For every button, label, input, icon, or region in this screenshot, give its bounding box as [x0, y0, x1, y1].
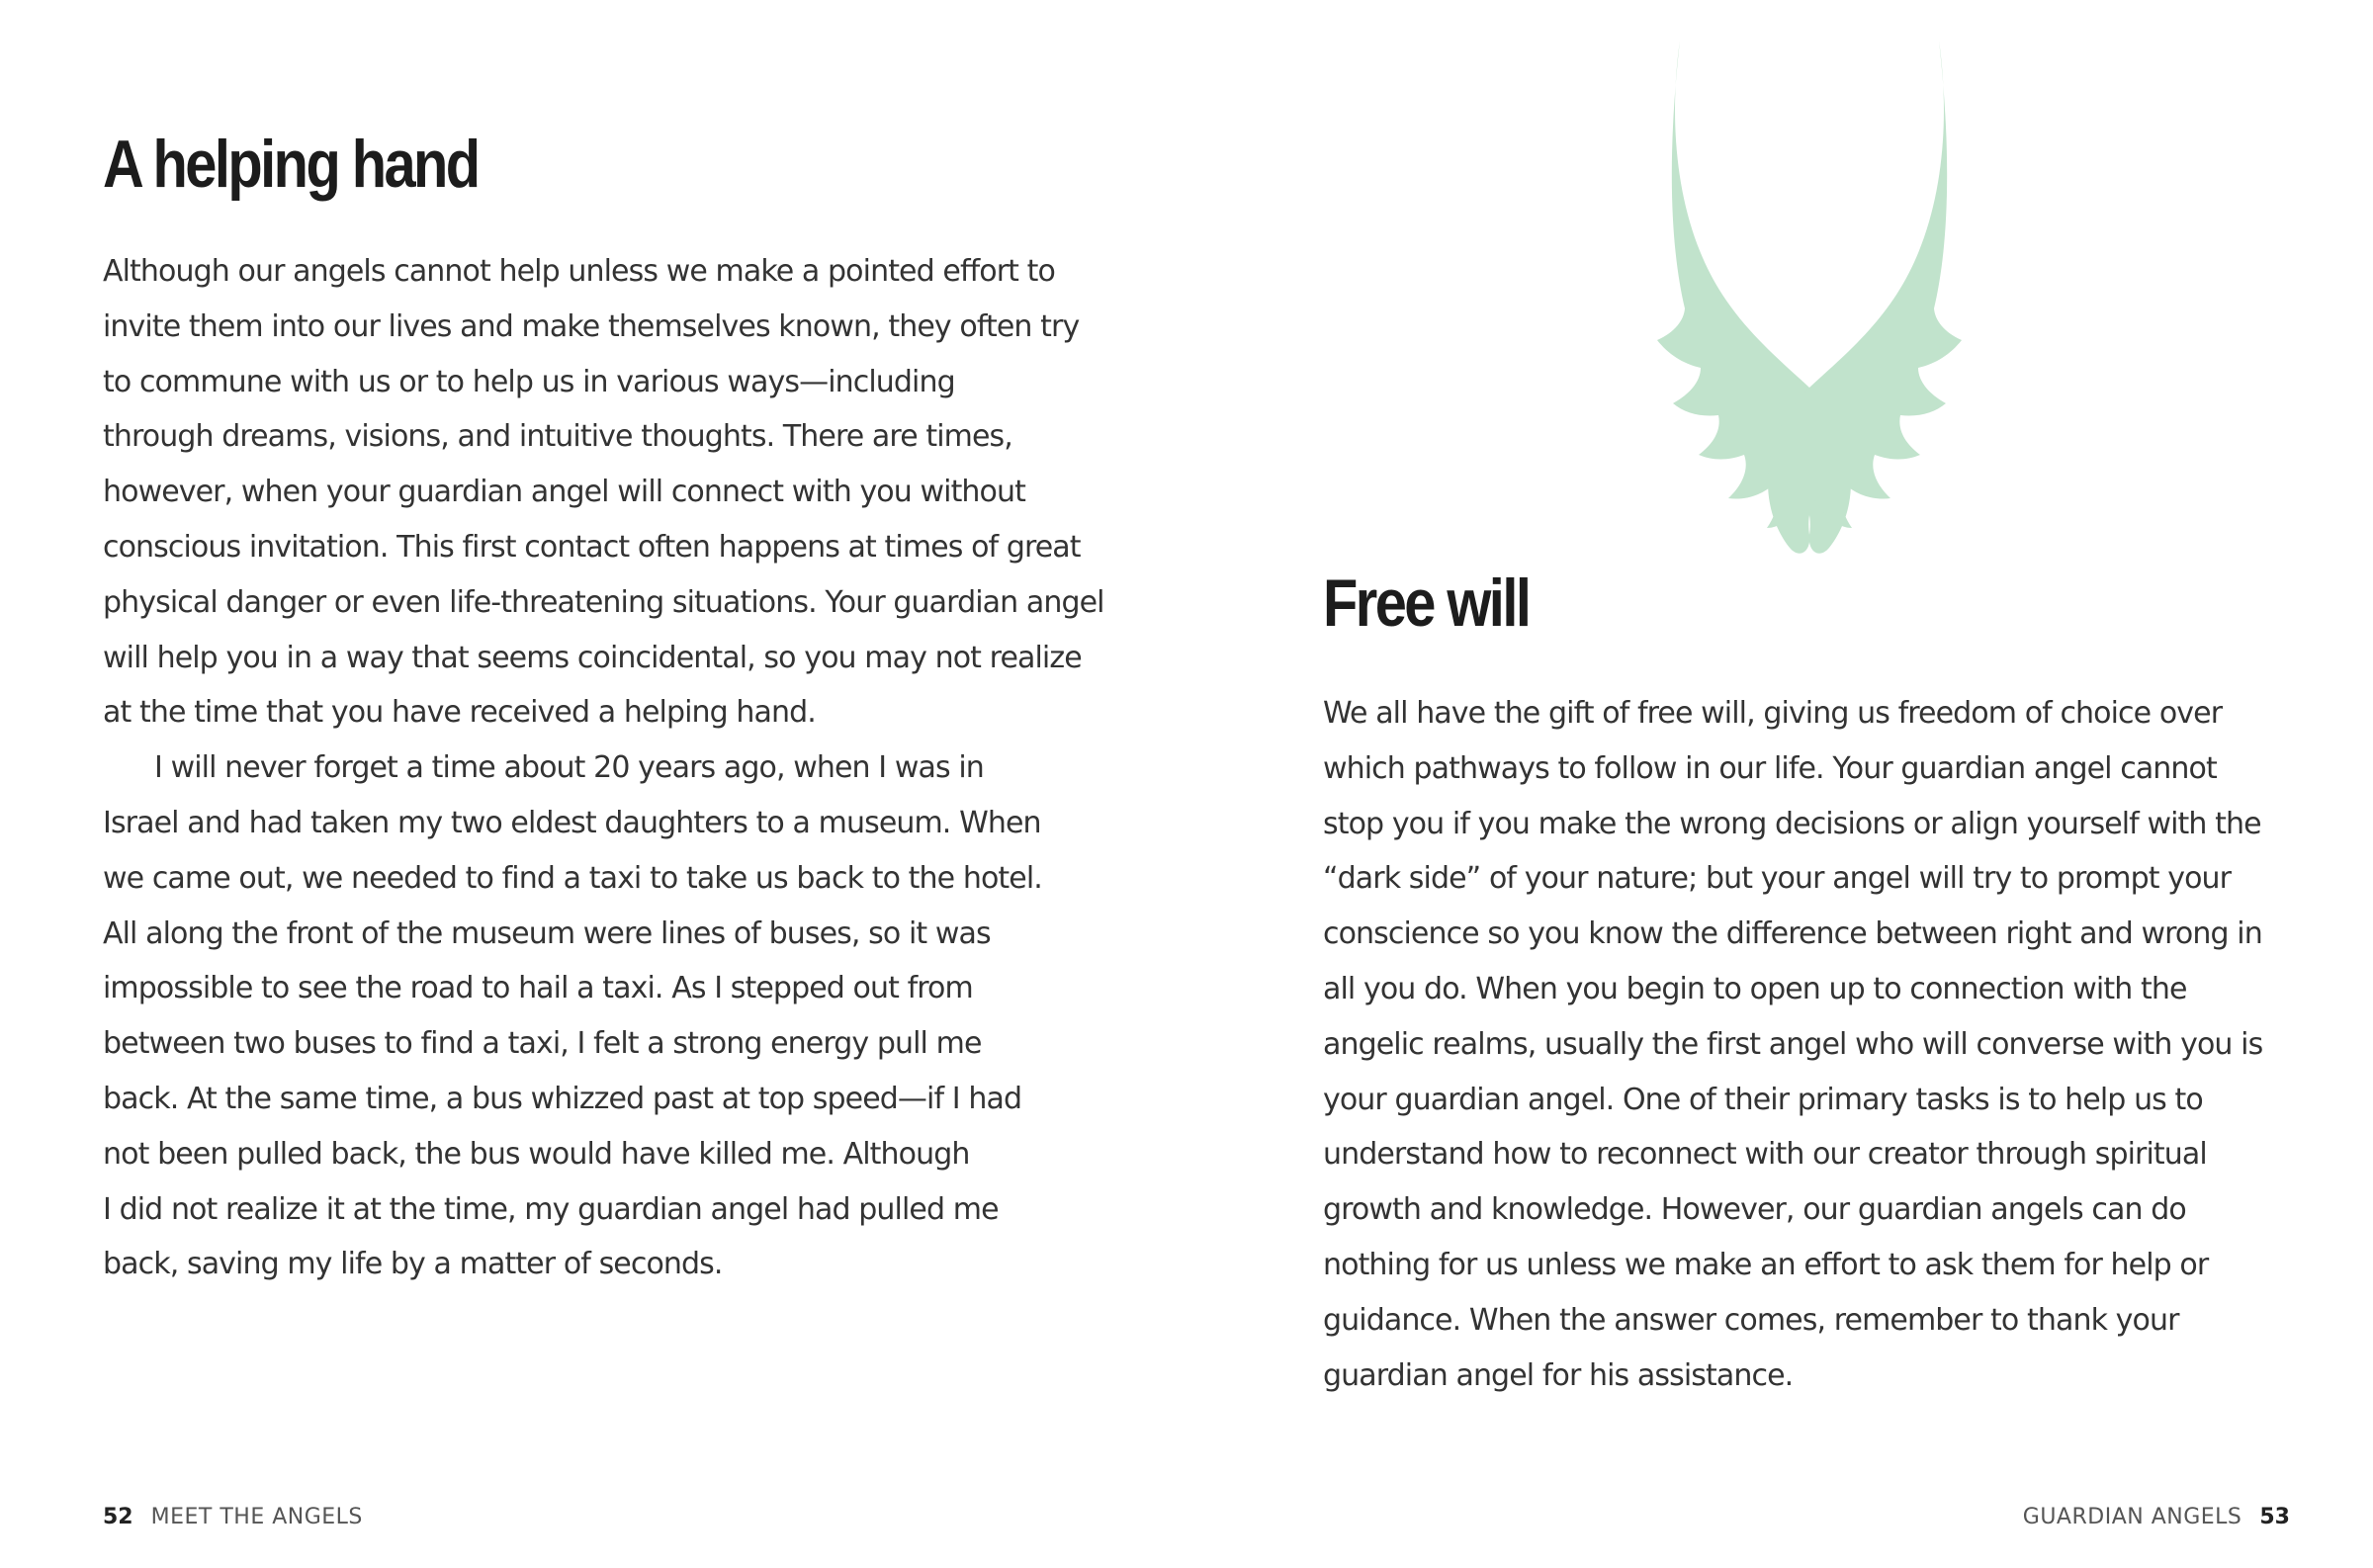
running-head: MEET THE ANGELS: [150, 1505, 363, 1529]
text-line: physical danger or even life-threatening situations. Your guardian angel: [103, 584, 1104, 620]
running-head: GUARDIAN ANGELS: [2022, 1505, 2242, 1529]
text-line: I will never forget a time about 20 years ago, when I was in: [154, 750, 984, 786]
text-line: nothing for us unless we make an effort to ask them for help or: [1323, 1247, 2209, 1282]
text-line: guardian angel for his assistance.: [1323, 1357, 1794, 1393]
text-line: we came out, we needed to find a taxi to take us back to the hotel.: [103, 860, 1042, 896]
text-line: through dreams, visions, and intuitive thoughts. There are times,: [103, 419, 1012, 455]
text-line: “dark side” of your nature; but your angel will try to prompt your: [1323, 861, 2232, 897]
text-line: Although our angels cannot help unless we make a pointed effort to: [103, 254, 1055, 289]
right-page: [1186, 0, 2373, 1568]
angel-wings-icon: [1463, 36, 2155, 562]
text-line: back. At the same time, a bus whizzed past at top speed—if I had: [103, 1081, 1022, 1116]
text-line: your guardian angel. One of their primary tasks is to help us to: [1323, 1082, 2203, 1117]
text-line: conscience so you know the difference between right and wrong in: [1323, 916, 2262, 952]
page-number: 52: [103, 1505, 133, 1529]
text-line: at the time that you have received a helping hand.: [103, 695, 816, 731]
text-line: not been pulled back, the bus would have killed me. Although: [103, 1136, 970, 1172]
paragraph: [103, 740, 1092, 1292]
text-line: back, saving my life by a matter of seconds.: [103, 1247, 723, 1282]
page-footer: [103, 1503, 363, 1532]
text-line: stop you if you make the wrong decisions or align yourself with the: [1323, 806, 2261, 841]
right-wing-icon: [1768, 41, 1962, 554]
paragraph: [1323, 686, 2312, 1403]
section-heading: Free will: [1323, 566, 1530, 641]
text-line: invite them into our lives and make themselves known, they often try: [103, 308, 1080, 344]
text-line: Israel and had taken my two eldest daughters to a museum. When: [103, 805, 1041, 840]
body-text: [1323, 686, 2312, 1403]
text-line: We all have the gift of free will, giving us freedom of choice over: [1323, 696, 2223, 731]
text-line: to commune with us or to help us in various ways—including: [103, 364, 955, 399]
left-page: [0, 0, 1186, 1568]
text-line: growth and knowledge. However, our guardian angels can do: [1323, 1192, 2186, 1228]
text-line: which pathways to follow in our life. Your guardian angel cannot: [1323, 750, 2217, 786]
text-line: all you do. When you begin to open up to connection with the: [1323, 971, 2187, 1006]
text-line: I did not realize it at the time, my guardian angel had pulled me: [103, 1191, 999, 1227]
text-line: conscious invitation. This first contact often happens at times of great: [103, 529, 1081, 565]
text-line: guidance. When the answer comes, remember to thank your: [1323, 1302, 2179, 1338]
section-heading: A helping hand: [103, 127, 479, 202]
page-footer: [2023, 1503, 2290, 1532]
text-line: will help you in a way that seems coincidental, so you may not realize: [103, 640, 1082, 675]
text-line: however, when your guardian angel will connect with you without: [103, 475, 1025, 510]
text-line: All along the front of the museum were lines of buses, so it was: [103, 915, 991, 951]
paragraph: [103, 244, 1104, 740]
text-line: impossible to see the road to hail a taxi. As I stepped out from: [103, 971, 973, 1006]
body-text: [103, 244, 1104, 1292]
page-number: 53: [2259, 1505, 2290, 1529]
text-line: between two buses to find a taxi, I felt a strong energy pull me: [103, 1026, 982, 1062]
text-line: understand how to reconnect with our creator through spiritual: [1323, 1137, 2207, 1173]
text-line: angelic realms, usually the first angel who will converse with you is: [1323, 1026, 2263, 1062]
